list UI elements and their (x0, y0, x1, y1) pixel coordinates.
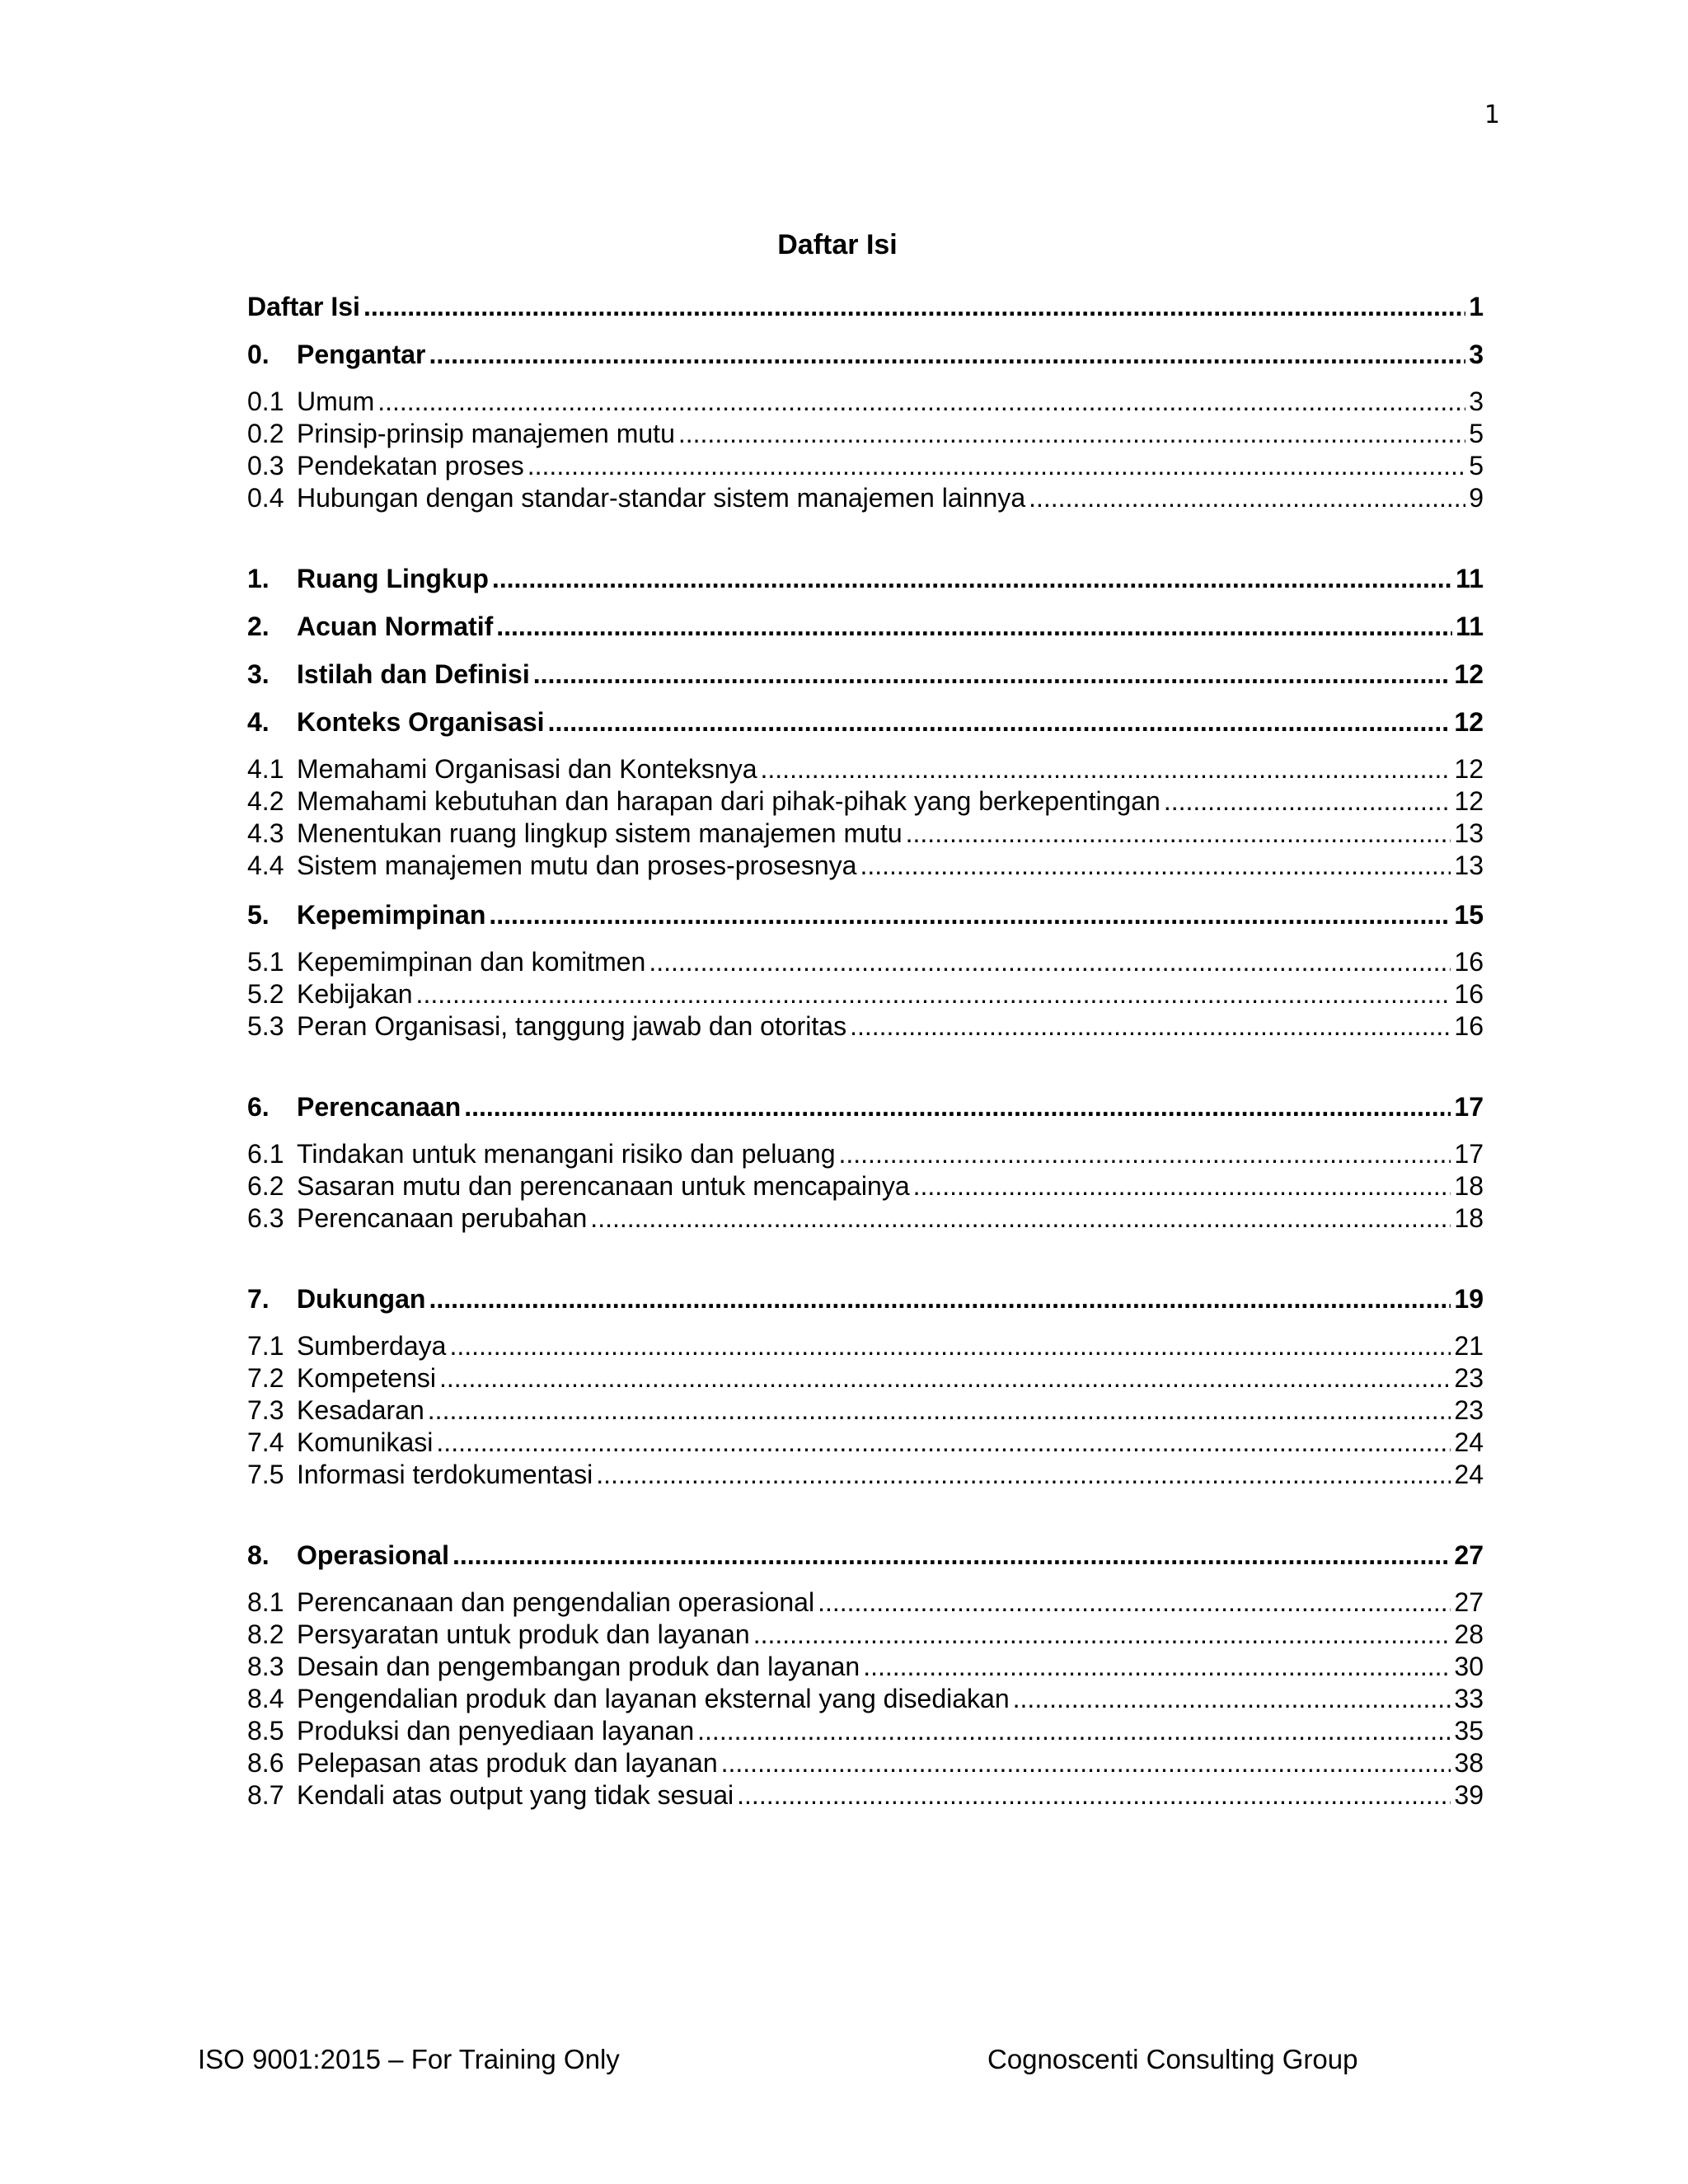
toc-subentry-page: 5 (1469, 451, 1484, 480)
toc-entry-perencanaan[interactable] (247, 1090, 1484, 1138)
toc-subentry-page: 33 (1454, 1684, 1484, 1713)
toc-entry-title: Perencanaan (297, 1092, 462, 1122)
toc-subentry-page: 18 (1454, 1203, 1484, 1233)
toc-entry-title: Kepemimpinan (297, 900, 486, 930)
toc-subentry-title: Hubungan dengan standar-standar sistem manajemen lainnya (297, 483, 1026, 513)
toc-subentry-page: 28 (1454, 1619, 1484, 1649)
toc-entry-title: Operasional (297, 1540, 449, 1570)
dot-leader (737, 1779, 1451, 1811)
toc-entry-istilah-dan-definisi[interactable] (247, 658, 1484, 705)
toc-subentry[interactable] (247, 850, 1484, 882)
toc-subentry-number: 0.2 (247, 419, 284, 448)
dot-leader (429, 1282, 1451, 1315)
toc-subentry-title: Komunikasi (297, 1427, 434, 1457)
section-spacer (247, 1235, 1484, 1282)
toc-subentry-number: 0.1 (247, 387, 284, 416)
toc-entry-title: Pengantar (297, 340, 426, 369)
toc-subentry[interactable] (247, 785, 1484, 818)
toc-subentry-page: 5 (1469, 419, 1484, 448)
toc-subentry-number: 4.3 (247, 818, 284, 848)
dot-leader (464, 1090, 1451, 1123)
toc-entry-number: 4. (247, 707, 270, 737)
toc-entry-dukungan[interactable] (247, 1282, 1484, 1330)
dot-leader (753, 1619, 1451, 1651)
toc-subentry[interactable] (247, 418, 1484, 450)
toc-subentry-page: 24 (1454, 1460, 1484, 1489)
toc-subentry[interactable] (247, 1394, 1484, 1427)
toc-subentry-title: Perencanaan dan pengendalian operasional (297, 1587, 815, 1617)
dot-leader (863, 1651, 1451, 1683)
toc-entry-page: 17 (1454, 1092, 1484, 1122)
toc-entry-title: Ruang Lingkup (297, 564, 489, 593)
toc-subentry-page: 38 (1454, 1748, 1484, 1778)
toc-entry-pengantar[interactable] (247, 338, 1484, 386)
dot-leader (416, 978, 1451, 1010)
toc-entry-number: 6. (247, 1092, 270, 1122)
toc-subentry-number: 5.1 (247, 947, 284, 977)
dot-leader (596, 1459, 1451, 1491)
toc-subentry[interactable] (247, 1427, 1484, 1459)
dot-leader (761, 753, 1451, 785)
toc-subentry-page: 27 (1454, 1587, 1484, 1617)
dot-leader (906, 818, 1451, 850)
dot-leader (452, 1539, 1451, 1572)
toc-subentry[interactable] (247, 1586, 1484, 1619)
toc-subentry-number: 0.3 (247, 451, 284, 480)
dot-leader (496, 610, 1452, 643)
dot-leader (439, 1362, 1451, 1394)
dot-leader (697, 1715, 1451, 1747)
toc-subentry-title: Pengendalian produk dan layanan eksternal yang disediakan (297, 1684, 1010, 1713)
toc-entry-page: 12 (1454, 659, 1484, 689)
toc-subentry-number: 7.3 (247, 1395, 284, 1425)
toc-entry-number: 3. (247, 659, 270, 689)
toc-subentry-page: 13 (1454, 818, 1484, 848)
toc-entry-page: 19 (1454, 1284, 1484, 1314)
toc-subentry-page: 16 (1454, 979, 1484, 1009)
dot-leader (678, 418, 1465, 450)
toc-subentry-number: 8.5 (247, 1716, 284, 1746)
toc-subentry-page: 9 (1469, 483, 1484, 513)
toc-subentry-title: Desain dan pengembangan produk dan layanan (297, 1652, 860, 1681)
toc-subentry-number: 8.3 (247, 1652, 284, 1681)
toc-subentry[interactable] (247, 1010, 1484, 1043)
toc-subentry-number: 8.1 (247, 1587, 284, 1617)
toc-subentry-number: 8.7 (247, 1780, 284, 1810)
toc-subentry-page: 39 (1454, 1780, 1484, 1810)
toc-title (0, 229, 1688, 261)
toc-subentry-number: 7.4 (247, 1427, 284, 1457)
toc-subentry[interactable] (247, 386, 1484, 418)
toc-subentry-page: 23 (1454, 1395, 1484, 1425)
toc-subentry-number: 7.1 (247, 1331, 284, 1361)
toc-subentry-page: 12 (1454, 786, 1484, 816)
toc-subentry[interactable] (247, 1619, 1484, 1651)
toc-subentry[interactable] (247, 1651, 1484, 1683)
toc-entry-konteks-organisasi[interactable] (247, 705, 1484, 753)
toc-entry-page: 1 (1469, 292, 1484, 321)
toc-subentry-number: 8.2 (247, 1619, 284, 1649)
toc-subentry-title: Pendekatan proses (297, 451, 524, 480)
dot-leader (721, 1747, 1451, 1779)
toc-entry-page: 3 (1469, 340, 1484, 369)
toc-subentry-page: 18 (1454, 1171, 1484, 1201)
toc-subentry-page: 17 (1454, 1139, 1484, 1169)
toc-subentry-number: 4.2 (247, 786, 284, 816)
toc-subentry-page: 12 (1454, 754, 1484, 784)
toc-subentry-page: 13 (1454, 851, 1484, 880)
toc-subentry-title: Prinsip-prinsip manajemen mutu (297, 419, 675, 448)
toc-subentry-title: Sistem manajemen mutu dan proses-prosesnya (297, 851, 857, 880)
toc-subentry-page: 35 (1454, 1716, 1484, 1746)
toc-entry-number: 1. (247, 564, 270, 593)
toc-subentry[interactable] (247, 818, 1484, 850)
toc-subentry-title: Memahami kebutuhan dan harapan dari pihak-pihak yang berkepentingan (297, 786, 1160, 816)
toc-subentry[interactable] (247, 1170, 1484, 1202)
toc-entry-page: 11 (1456, 564, 1484, 593)
toc-subentry[interactable] (247, 1138, 1484, 1170)
toc-subentry-number: 6.1 (247, 1139, 284, 1169)
toc-subentry-title: Informasi terdokumentasi (297, 1460, 593, 1489)
toc-subentry-page: 16 (1454, 947, 1484, 977)
dot-leader (548, 705, 1451, 738)
toc-entry-daftar-isi[interactable] (247, 290, 1484, 338)
toc-entry-page: 12 (1454, 707, 1484, 737)
dot-leader (590, 1202, 1451, 1235)
toc-subentry-title: Peran Organisasi, tanggung jawab dan otoritas (297, 1011, 847, 1041)
toc-entry-title: Istilah dan Definisi (297, 659, 530, 689)
toc-entry-page: 27 (1454, 1540, 1484, 1570)
toc-entry-ruang-lingkup[interactable] (247, 562, 1484, 610)
toc-entry-number: 7. (247, 1284, 270, 1314)
dot-leader (436, 1427, 1451, 1459)
toc-entry-title: Daftar Isi (247, 292, 360, 321)
toc-subentry-number: 6.3 (247, 1203, 284, 1233)
toc-subentry-title: Kepemimpinan dan komitmen (297, 947, 646, 977)
table-of-contents (247, 290, 1484, 1811)
section-spacer (247, 514, 1484, 562)
toc-subentry[interactable] (247, 1330, 1484, 1362)
toc-subentry-title: Pelepasan atas produk dan layanan (297, 1748, 718, 1778)
dot-leader (377, 386, 1465, 418)
toc-entry-operasional[interactable] (247, 1539, 1484, 1586)
toc-subentry-title: Kesadaran (297, 1395, 424, 1425)
toc-subentry-page: 21 (1454, 1331, 1484, 1361)
toc-subentry-page: 30 (1454, 1652, 1484, 1681)
dot-leader (1164, 785, 1451, 818)
toc-subentry-number: 4.4 (247, 851, 284, 880)
footer-left: ISO 9001:2015 – For Training Only (198, 2044, 620, 2074)
toc-subentry[interactable] (247, 1683, 1484, 1715)
toc-subentry[interactable] (247, 1202, 1484, 1235)
toc-subentry-title: Kompetensi (297, 1363, 436, 1393)
toc-entry-title: Acuan Normatif (297, 612, 494, 641)
dot-leader (649, 946, 1451, 978)
toc-subentry-number: 6.2 (247, 1171, 284, 1201)
toc-subentry-number: 4.1 (247, 754, 284, 784)
dot-leader (533, 658, 1451, 691)
toc-entry-title: Dukungan (297, 1284, 426, 1314)
dot-leader (449, 1330, 1451, 1362)
toc-subentry-title: Menentukan ruang lingkup sistem manajemen mutu (297, 818, 903, 848)
toc-entry-number: 0. (247, 340, 270, 369)
dot-leader (429, 338, 1465, 371)
dot-leader (860, 850, 1451, 882)
dot-leader (850, 1010, 1451, 1043)
toc-entry-kepemimpinan[interactable] (247, 898, 1484, 946)
toc-subentry-page: 23 (1454, 1363, 1484, 1393)
dot-leader (1013, 1683, 1451, 1715)
toc-subentry[interactable] (247, 1747, 1484, 1779)
dot-leader (528, 450, 1465, 482)
toc-subentry-title: Produksi dan penyediaan layanan (297, 1716, 695, 1746)
toc-entry-acuan-normatif[interactable] (247, 610, 1484, 658)
toc-subentry[interactable] (247, 946, 1484, 978)
toc-subentry[interactable] (247, 482, 1484, 514)
toc-subentry-title: Sumberdaya (297, 1331, 447, 1361)
toc-subentry[interactable] (247, 978, 1484, 1010)
toc-subentry-title: Kendali atas output yang tidak sesuai (297, 1780, 734, 1810)
dot-leader (428, 1394, 1451, 1427)
dot-leader (363, 290, 1465, 323)
toc-subentry[interactable] (247, 450, 1484, 482)
toc-entry-page: 15 (1454, 900, 1484, 930)
toc-subentry-page: 3 (1469, 387, 1484, 416)
toc-subentry[interactable] (247, 753, 1484, 785)
page-number: 1 (1484, 101, 1500, 129)
toc-entry-number: 2. (247, 612, 270, 641)
toc-subentry[interactable] (247, 1362, 1484, 1394)
toc-subentry-title: Memahami Organisasi dan Konteksnya (297, 754, 757, 784)
section-spacer (247, 1491, 1484, 1539)
toc-subentry-title: Tindakan untuk menangani risiko dan peluang (297, 1139, 836, 1169)
section-spacer (247, 882, 1484, 898)
toc-subentry[interactable] (247, 1779, 1484, 1811)
toc-subentry-title: Umum (297, 387, 375, 416)
toc-subentry-number: 5.3 (247, 1011, 284, 1041)
footer-right: Cognoscenti Consulting Group (987, 2044, 1358, 2074)
toc-entry-number: 5. (247, 900, 270, 930)
toc-subentry[interactable] (247, 1459, 1484, 1491)
dot-leader (838, 1138, 1451, 1170)
dot-leader (489, 898, 1451, 931)
toc-subentry-title: Sasaran mutu dan perencanaan untuk mencapainya (297, 1171, 910, 1201)
toc-subentry-number: 8.4 (247, 1684, 284, 1713)
toc-entry-page: 11 (1456, 612, 1484, 641)
toc-subentry-number: 7.5 (247, 1460, 284, 1489)
toc-title-text: Daftar Isi (777, 229, 898, 260)
dot-leader (818, 1586, 1451, 1619)
toc-subentry-number: 7.2 (247, 1363, 284, 1393)
toc-subentry-title: Persyaratan untuk produk dan layanan (297, 1619, 750, 1649)
toc-subentry-page: 24 (1454, 1427, 1484, 1457)
toc-entry-title: Konteks Organisasi (297, 707, 545, 737)
toc-subentry[interactable] (247, 1715, 1484, 1747)
toc-subentry-page: 16 (1454, 1011, 1484, 1041)
toc-subentry-number: 8.6 (247, 1748, 284, 1778)
toc-subentry-title: Kebijakan (297, 979, 413, 1009)
toc-subentry-number: 5.2 (247, 979, 284, 1009)
toc-entry-number: 8. (247, 1540, 270, 1570)
toc-subentry-title: Perencanaan perubahan (297, 1203, 588, 1233)
dot-leader (913, 1170, 1451, 1202)
toc-subentry-number: 0.4 (247, 483, 284, 513)
dot-leader (1029, 482, 1465, 514)
section-spacer (247, 1043, 1484, 1090)
dot-leader (492, 562, 1452, 595)
